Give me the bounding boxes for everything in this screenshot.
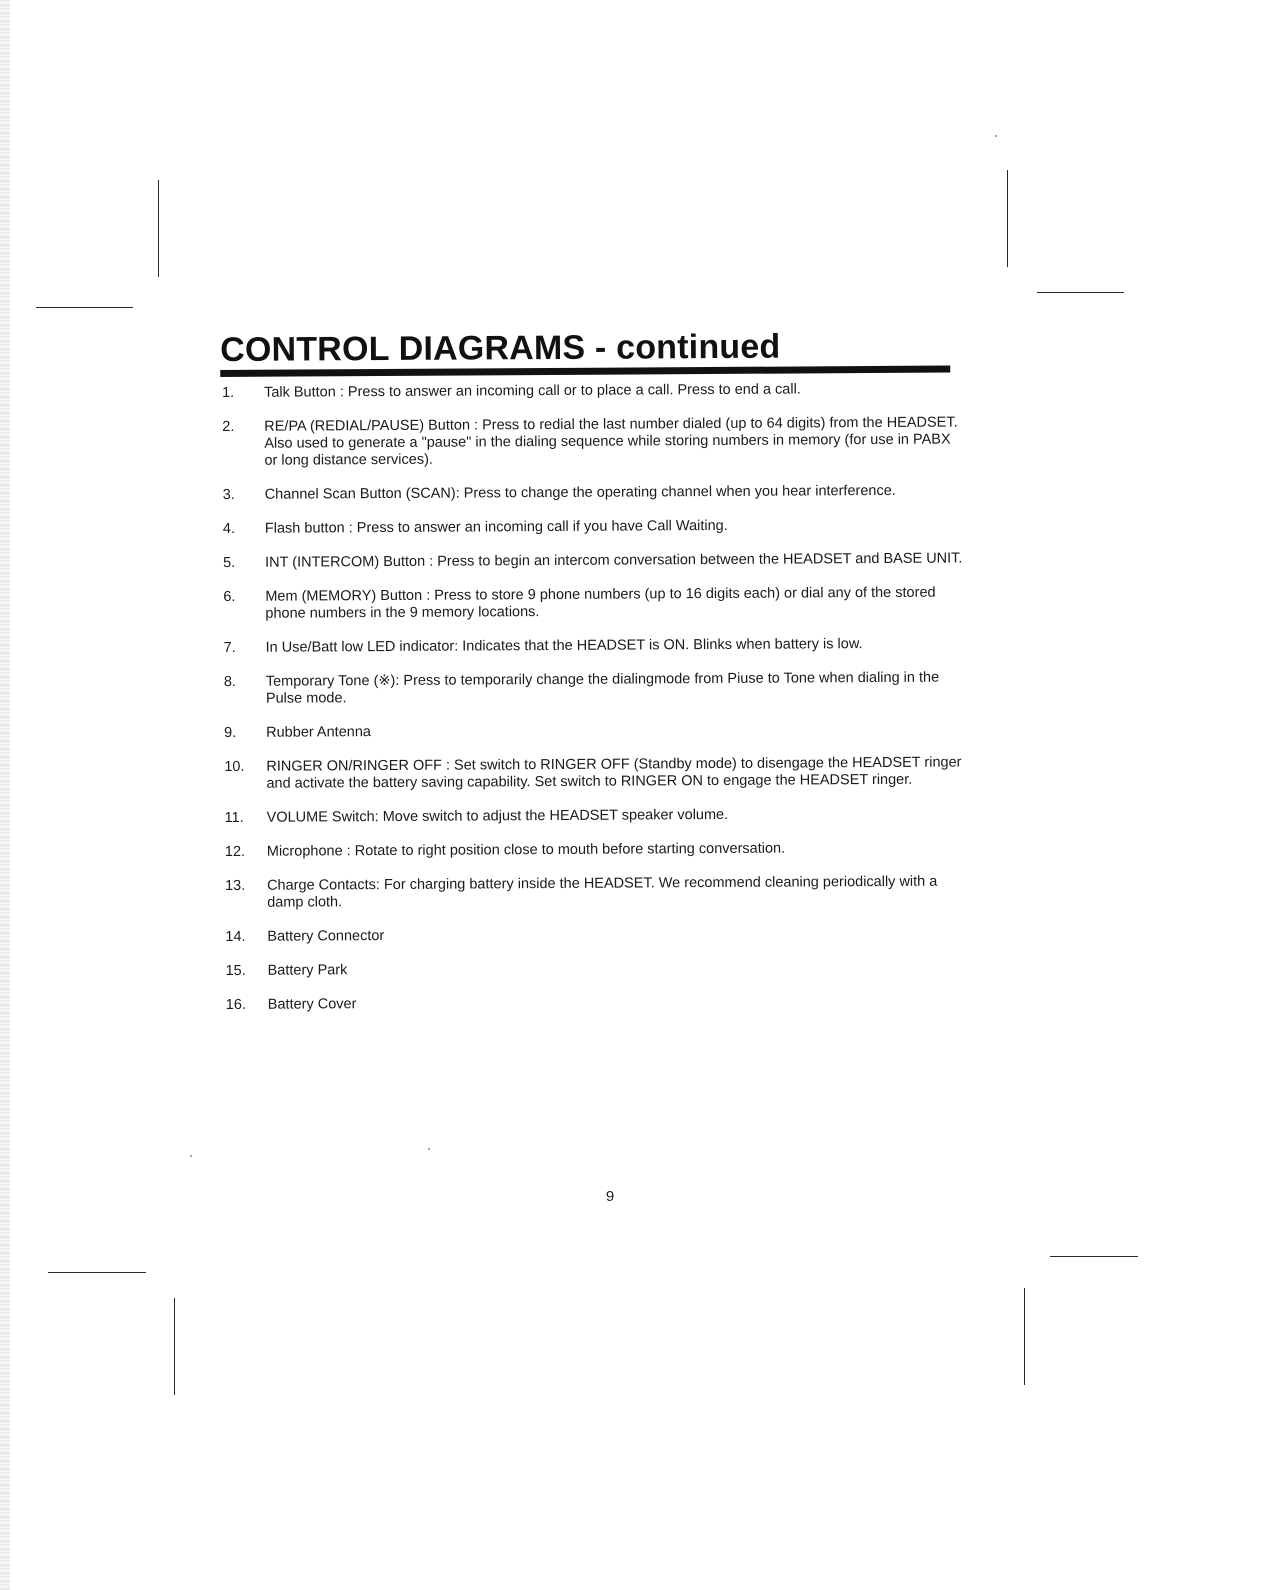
item-number: 5. xyxy=(223,554,236,571)
item-number: 12. xyxy=(224,843,246,860)
list-item xyxy=(224,754,969,793)
item-text: INT (INTERCOM) Button : Press to begin an intercom conversation between the HEADSET and BASE UNIT. xyxy=(265,550,963,571)
crop-mark-top-right-horizontal xyxy=(1037,292,1124,293)
crop-mark-bottom-left-vertical xyxy=(174,1298,175,1395)
item-number: 16. xyxy=(225,996,247,1013)
list-item xyxy=(222,414,967,470)
item-text: RINGER ON/RINGER OFF : Set switch to RINGER OFF (Standby mode) to disengage the HEADSET ringer and activate the battery saving capability. Set switch to RINGER ON to engage the HEADSET ringer. xyxy=(266,754,962,792)
item-text: Flash button : Press to answer an incoming call if you have Call Waiting. xyxy=(264,517,728,537)
crop-mark-top-left-horizontal xyxy=(36,307,133,308)
list-item xyxy=(223,482,968,504)
scan-speck xyxy=(995,135,997,137)
crop-mark-top-right-vertical xyxy=(1007,170,1008,267)
item-number: 13. xyxy=(225,877,246,894)
page-number: 9 xyxy=(605,1188,615,1205)
item-number: 9. xyxy=(224,724,237,741)
scan-speck xyxy=(190,1155,192,1157)
item-text: RE/PA (REDIAL/PAUSE) Button : Press to redial the last number dialed (up to 64 digits) from the HEADSET. Also used to generate a "pause" in the dialing sequence while storing numbers in memory (for use in PABX or long distance services). xyxy=(264,414,958,469)
list-item xyxy=(226,958,971,980)
crop-mark-top-left-vertical xyxy=(158,180,159,277)
item-text: Charge Contacts: For charging battery inside the HEADSET. We recommend cleaning periodically with a damp cloth. xyxy=(267,873,938,911)
item-text: Talk Button : Press to answer an incoming call or to place a call. Press to end a call. xyxy=(263,381,801,401)
item-number: 11. xyxy=(224,809,244,826)
item-number: 14. xyxy=(225,928,246,945)
list-item xyxy=(224,669,969,708)
item-text: Temporary Tone (※): Press to temporarily change the dialingmode from Piuse to Tone when dialing in the Pulse mode. xyxy=(265,669,940,707)
item-number: 15. xyxy=(225,962,246,979)
scan-speck xyxy=(428,1148,430,1150)
item-number: 6. xyxy=(223,588,236,605)
item-text: Microphone : Rotate to right position close to mouth before starting conversation. xyxy=(266,840,786,860)
item-number: 3. xyxy=(222,486,235,503)
crop-mark-bottom-left-horizontal xyxy=(48,1272,146,1273)
item-number: 10. xyxy=(224,758,245,775)
item-text: Battery Cover xyxy=(267,996,357,1013)
section-heading xyxy=(220,325,960,377)
item-text: Channel Scan Button (SCAN): Press to change the operating channel when you hear interference. xyxy=(264,482,896,503)
item-number: 1. xyxy=(222,384,235,401)
crop-mark-bottom-right-vertical xyxy=(1024,1288,1025,1385)
list-item xyxy=(225,873,970,912)
page-title: CONTROL DIAGRAMS - continued xyxy=(220,327,781,369)
list-item xyxy=(225,924,970,946)
item-text: Mem (MEMORY) Button : Press to store 9 phone numbers (up to 16 digits each) or dial any of the stored phone numbers in the 9 memory locations. xyxy=(265,584,936,622)
item-text: In Use/Batt low LED indicator: Indicates that the HEADSET is ON. Blinks when battery is low. xyxy=(265,636,863,656)
control-list xyxy=(222,380,971,1031)
item-text: VOLUME Switch: Move switch to adjust the HEADSET speaker volume. xyxy=(266,806,729,826)
list-item xyxy=(224,720,969,742)
scan-edge-shadow xyxy=(0,0,10,1590)
item-text: Battery Connector xyxy=(267,928,385,945)
item-number: 8. xyxy=(223,673,236,690)
item-text: Battery Park xyxy=(267,962,348,979)
list-item xyxy=(223,516,968,538)
list-item xyxy=(225,839,970,861)
item-number: 2. xyxy=(222,418,235,435)
crop-mark-bottom-right-horizontal xyxy=(1050,1256,1138,1257)
list-item xyxy=(223,550,968,572)
list-item xyxy=(226,992,971,1014)
list-item xyxy=(222,380,967,402)
list-item xyxy=(223,584,968,623)
item-number: 7. xyxy=(223,639,236,656)
list-item xyxy=(224,635,969,657)
item-number: 4. xyxy=(222,520,236,537)
item-text: Rubber Antenna xyxy=(266,724,371,741)
list-item xyxy=(225,805,970,827)
